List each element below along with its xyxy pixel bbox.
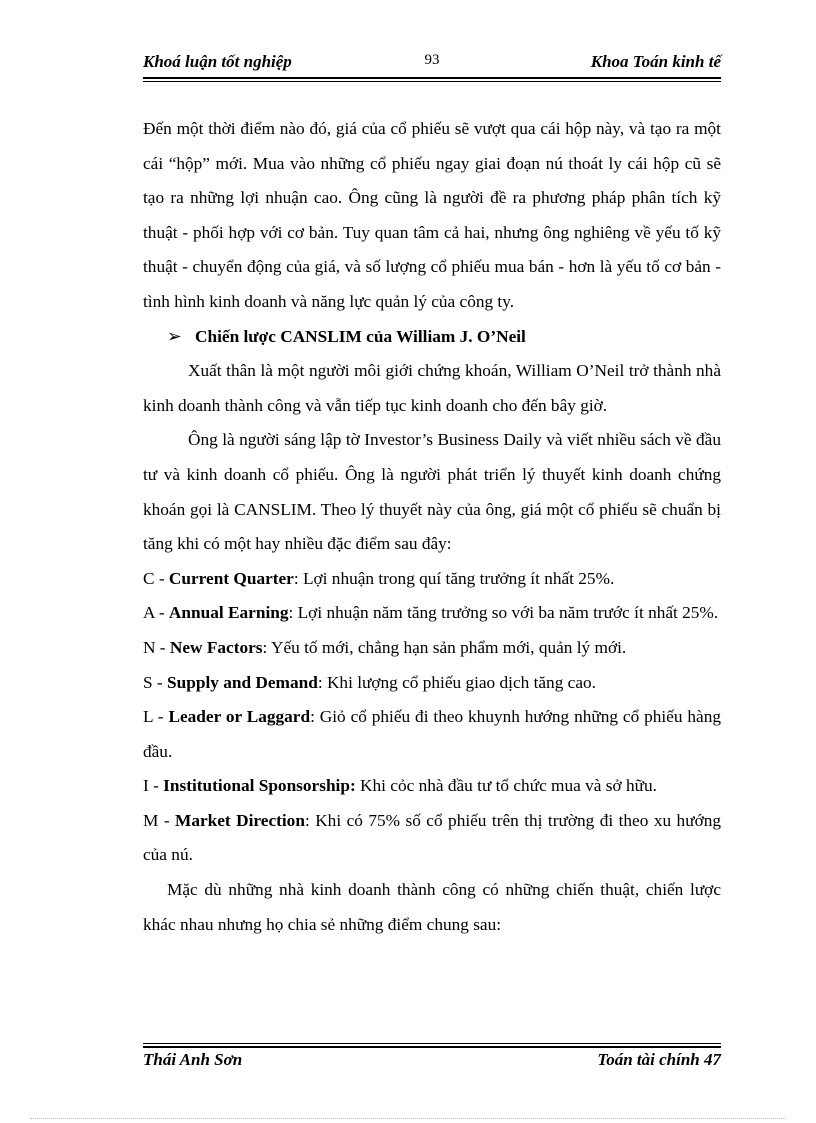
page-number: 93 [424,52,440,68]
criterion-c: C - Current Quarter: Lợi nhuận trong quí tăng trưởng ít nhất 25%. [143,568,615,588]
paragraph-closing: Mặc dù những nhà kinh doanh thành công có những chiến thuật, chiến lược khác nhau nhưng họ chia sẻ những điểm chung sau: [143,880,721,934]
arrow-bullet-icon: ➢ [167,326,182,346]
footer-rule-thin [143,1043,721,1044]
page-header [143,52,721,76]
paragraph-oneil-background: Xuất thân là một người môi giới chứng khoán, William O’Neil trở thành nhà kinh doanh thành công và vẫn tiếp tục kinh doanh cho đến bây giờ. [143,361,721,415]
section-heading-canslim [143,320,721,355]
criterion-l: L - Leader or Laggard: Giỏ cổ phiếu đi theo khuynh hướng những cổ phiếu hàng đầu. [143,707,721,761]
header-rule-thick [143,77,721,79]
criterion-a: A - Annual Earning: Lợi nhuận năm tăng trưởng so với ba năm trước ít nhất 25%. [143,603,719,623]
page-footer [143,1050,721,1074]
page-body [143,112,721,942]
footer-class: Toán tài chính 47 [597,1050,721,1069]
paragraph-canslim-intro: Ông là người sáng lập tờ Investor’s Business Daily và viết nhiều sách về đầu tư và kinh doanh cổ phiếu. Ông là người phát triển lý thuyết kinh doanh chứng khoán gọi là CANSLIM. Theo lý thuyết này của ông, giá một cổ phiếu sẽ chuẩn bị tăng khi có một hay nhiều đặc điểm sau đây: [143,430,721,554]
footer-rule-thick [143,1046,721,1048]
section-heading-text: Chiến lược CANSLIM của William J. O’Neil [195,326,526,346]
footer-author: Thái Anh Sơn [143,1050,243,1069]
header-rule-thin [143,81,721,82]
criterion-i: I - Institutional Sponsorship: Khi cỏc nhà đầu tư tổ chức mua và sở hữu. [143,776,657,796]
criterion-s: S - Supply and Demand: Khi lượng cổ phiếu giao dịch tăng cao. [143,672,596,692]
page-edge-dotted-line [30,1118,786,1119]
header-department: Khoa Toán kinh tế [590,52,721,71]
paragraph-box-breakout: Đến một thời điểm nào đó, giá của cổ phiếu sẽ vượt qua cái hộp này, và tạo ra một cái “hộp” mới. Mua vào những cổ phiếu ngay giai đoạn nú thoát ly cái hộp cũ sẽ tạo ra những lợi nhuận cao. Ông cũng là người đề ra phương pháp phân tích kỹ thuật - phối hợp với cơ bản. Tuy quan tâm cả hai, nhưng ông nghiêng về yếu tố kỹ thuật - chuyển động của giá, và số lượng cổ phiếu mua bán - hơn là yếu tố cơ bản - tình hình kinh doanh và năng lực quản lý của công ty. [143,119,721,311]
criterion-n: N - New Factors: Yếu tố mới, chẳng hạn sản phẩm mới, quản lý mới. [143,637,627,657]
header-thesis-title: Khoá luận tốt nghiệp [143,52,292,71]
criterion-m: M - Market Direction: Khi có 75% số cổ phiếu trên thị trường đi theo xu hướng của nú. [143,810,721,865]
